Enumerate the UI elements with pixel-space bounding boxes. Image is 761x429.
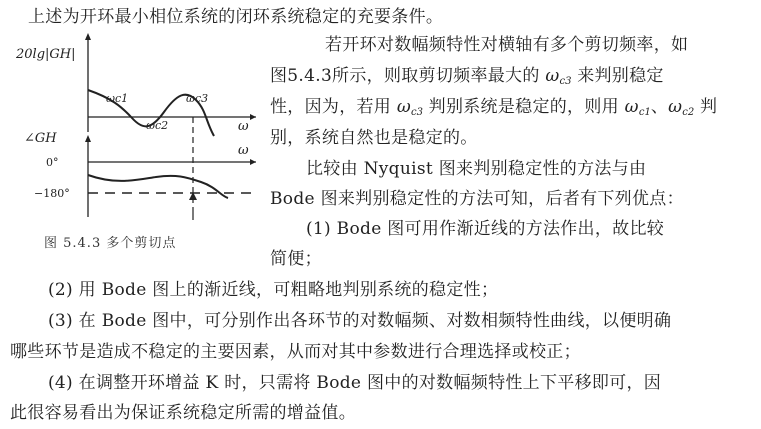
item3-line1: (3) 在 Bode 图中，可分别作出各环节的对数幅频、对数相频特性曲线，以便明确	[48, 311, 672, 331]
phase-label: ∠GH	[24, 131, 57, 146]
wc3-label: ωc3	[186, 92, 209, 105]
item1-line2: 简便；	[270, 249, 322, 269]
wc1-label: ωc1	[106, 92, 129, 105]
tick-zero: 0°	[46, 156, 59, 169]
bode-figure	[6, 32, 256, 252]
item2: (2) 用 Bode 图上的渐近线，可粗略地判别系统的稳定性；	[48, 280, 499, 300]
para1-line4: 别，系统自然也是稳定的。	[270, 128, 478, 148]
tick-minus-180: −180°	[34, 187, 70, 200]
item3-line2: 哪些环节是造成不稳定的主要因素，从而对其中参数进行合理选择或校正；	[10, 342, 581, 362]
wc2-label: ωc2	[146, 119, 169, 132]
item4-line2: 此很容易看出为保证系统稳定所需的增益值。	[10, 403, 356, 423]
item4-line1: (4) 在调整开环增益 K 时，只需将 Bode 图中的对数幅频特性上下平移即可，因	[48, 373, 662, 393]
para1-line2: 图5.4.3所示，则取剪切频率最大的 $\omega_{c3}$ 来判别稳定	[270, 66, 664, 87]
para1-line1: 若开环对数幅频特性对横轴有多个剪切频率，如	[325, 35, 689, 55]
phase-curve	[88, 175, 228, 198]
omega-label-phase: ω	[238, 143, 249, 158]
para2-line2: Bode 图来判别稳定性的方法可知，后者有下列优点：	[270, 189, 684, 209]
para1-line3: 性，因为，若用 $\omega_{c3}$ 判别系统是稳定的，则用 $\omega_{c1}$、$\omega_{c2}$ 判	[270, 97, 718, 118]
omega-label-mag: ω	[238, 119, 249, 134]
figure-caption: 图 5.4.3 多个剪切点	[44, 236, 177, 251]
mag-label: 20lg|GH|	[16, 47, 76, 62]
para2-line1: 比较由 Nyquist 图来判别稳定性的方法与由	[306, 159, 647, 179]
item1-line1: (1) Bode 图可用作渐近线的方法作出，故比较	[306, 219, 665, 239]
intro-line: 上述为开环最小相位系统的闭环系统稳定的充要条件。	[28, 7, 444, 27]
